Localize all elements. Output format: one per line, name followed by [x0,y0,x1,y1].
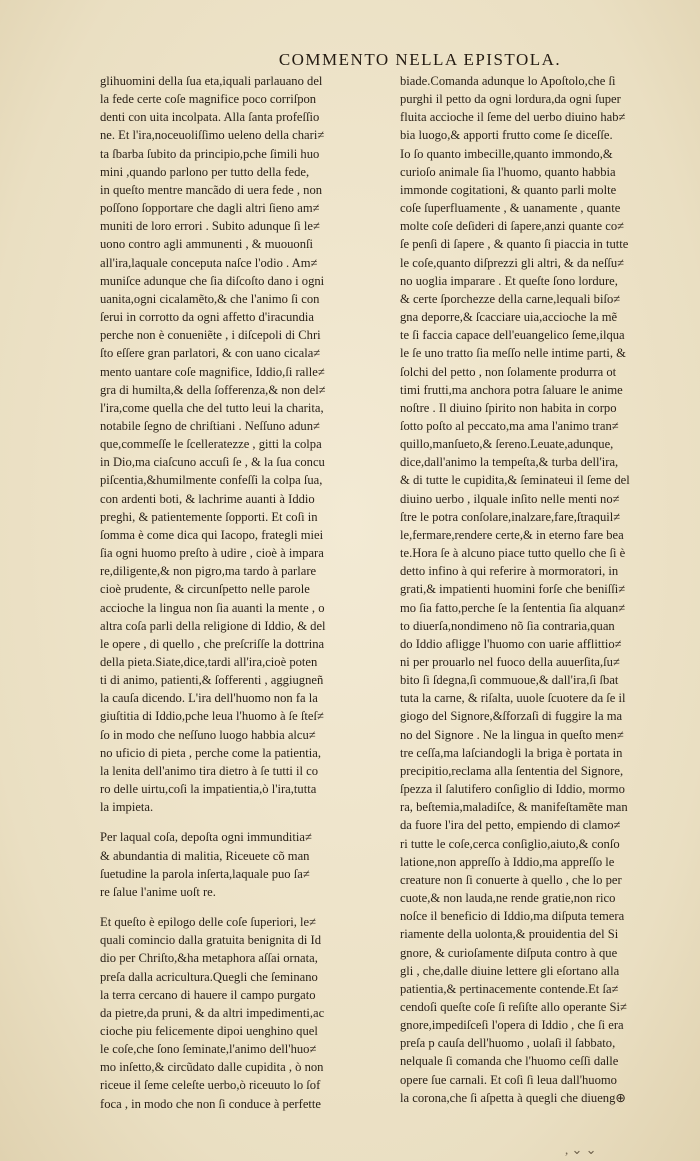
scripture-line: re ſalue l'anime uoſt re. [100,884,216,899]
text-line: to diuerſa,nondimeno nõ ſia contraria,quan [400,618,615,633]
text-line: ta ſbarba ſubito da principio,pche ſimili huo [100,146,320,161]
scripture-line: ſuetudine la parola inſerta,laquale puo ſa≠ [100,866,310,881]
text-line: riamente della uolonta,& prouidentia del Si [400,927,619,942]
text-line: altra coſa parli della religione di Iddio, & del [100,618,326,633]
text-line: mo inſetto,& circũdato dalle cupidita , ò non [100,1060,324,1075]
text-line: uono contro agli ammunenti , & muouonſi [100,237,314,252]
text-line: dio per Chriſto,&ha metaphora aſſai ornata, [100,951,318,966]
text-line: la corona,che ſi aſpetta à quegli che diueng⊕ [400,1090,626,1105]
text-line: no uficio di pieta , perche come la patientia, [100,745,321,760]
text-line: ſolchi del petto , non ſolamente produrra ot [400,364,617,379]
text-line: ti di animo, patienti,& ſofferenti , aggiugneñ [100,673,324,688]
text-line: molte coſe deſideri di ſapere,anzi quante co≠ [400,219,625,234]
text-line: l'ira,come quella che del tutto leui la charita, [100,400,324,415]
scripture-line: & abundantia di malitia, Riceuete cõ man [100,848,310,863]
text-line: detto infino à qui referire à mormoratori, in [400,564,619,579]
text-line: le opere , di quello , che preſcriſſe la dottrina [100,636,325,651]
text-line: ſtre le potra conſolare,inalzare,fare,ſtraquil≠ [400,509,621,524]
text-line: diuino uerbo , ilquale inſito nelle menti no≠ [400,491,620,506]
text-line: la fede certe coſe magnifice poco corriſpon [100,92,317,107]
text-line: bia luogo,& apporti frutto come ſe diceſſe. [400,128,613,143]
text-line: foca , in modo che non ſi conduce à perfette [100,1096,321,1111]
text-line: perche non è conueniẽte , i diſcepoli di Chri [100,328,321,343]
left-column [100,72,388,1113]
text-line: dice,dall'animo la tempeſta,& turba dell'ira, [400,455,619,470]
text-line: no uoglia imparare . Et queſte ſono lordure, [400,273,618,288]
text-line: quillo,manſueto,& ſereno.Leuate,adunque, [400,437,614,452]
header-title: COMMENTO NELLA EPISTOLA. [278,50,562,69]
text-line: cioche piu felicemente dipoi uenghino quel [100,1023,318,1038]
text-line: mini ,quando parlono per tutto della fede, [100,164,310,179]
text-line: no del Signore . Ne la lingua in queſto men≠ [400,727,624,742]
text-line: la cauſa dicendo. L'ira dell'huomo non fa la [100,691,318,706]
text-line: ri tutte le coſe,cerca conſiglio,aiuto,& conſo [400,836,620,851]
text-line: noſce il beneficio di Iddio,ma diſputa temera [400,909,625,924]
text-line: gnore, & curioſamente diſputa contro à que [400,945,618,960]
text-line: la terra cercano di hauere il campo purgato [100,987,316,1002]
text-line: te ſi faccia capace dell'euangelico ſeme,ilqua [400,328,625,343]
text-line: nelquale ſi comanda che l'huomo ceſſi dalle [400,1054,619,1069]
text-line: della pieta.Siate,dice,tardi all'ira,cioè poten [100,655,318,669]
text-line: que,commeſſe le ſcelleratezze , gitti la colpa [100,437,322,452]
text-line: coſe ſuperfluamente , & uanamente , quante [400,201,621,216]
text-line: ne. Et l'ira,noceuoliſſimo ueleno della chari≠ [100,128,325,143]
text-line: gli , che,dalle diuine lettere gli eſortano alla [400,963,620,978]
text-line: ſo in modo che neſſuno luogo habbia alcu≠ [100,727,316,742]
text-line: gra di humilta,& della ſofferenza,& non del≠ [100,382,326,397]
text-line: giuſtitia di Iddio,pche leua l'huomo à ſe ſteſ≠ [100,709,324,724]
text-line: ſotto poſto al peccato,ma ama l'animo tran≠ [400,418,619,433]
text-line: ſpezza il ſalutifero conſiglio di Iddio, mormo [400,782,625,797]
paragraph-gap [100,816,388,828]
text-line: timi frutti,ma anchora potra ſaluare le anime [400,382,623,397]
paragraph-gap [100,901,388,913]
right-column [400,72,684,1107]
text-line: preſa dalla acricultura.Quegli che ſeminano [100,969,318,984]
text-line: grati,& impatienti huomini forſe che beniſſi≠ [400,582,626,597]
text-line: riceue il ſeme celeſte uerbo,ò riceuuto lo ſof [100,1078,321,1093]
text-line: precipitio,reclama alla ſententia del Signore, [400,763,624,778]
text-line: con ardenti boti, & lachrime auanti à Iddio [100,491,315,506]
text-line: ſerui in corrotto da ogni affetto d'iracundia [100,310,314,325]
text-line: quali comincio dalla gratuita benignita di Id [100,933,322,948]
text-line: accioche la lingua non ſia auanti la mente , o [100,600,325,615]
text-line: purghi il petto da ogni lordura,da ogni ſuper [400,92,621,107]
text-line: opere ſue carnali. Et coſi ſi leua dall'huomo [400,1072,617,1087]
text-line: preſa p cauſa dell'huomo , uolaſi il ſabbato, [400,1036,616,1051]
text-line: Et queſto è epilogo delle coſe ſuperiori, le≠ [100,915,317,930]
text-line: la impieta. [100,800,154,815]
text-line: ſomma è come dica qui Iacopo, frategli miei [100,527,324,542]
text-line: gna deporre,& ſcacciare uia,accioche la mẽ [400,310,618,325]
text-line: da fuore l'ira del petto, empiendo di clamo≠ [400,818,621,833]
text-line: ſe penſi di ſapere , & quanto ſi piaccia in tutte [400,237,629,252]
text-line: biade.Comanda adunque lo Apoſtolo,che ſi [400,74,616,88]
text-line: glihuomini della ſua eta,iquali parlauano del [100,74,323,88]
text-line: le,fermare,rendere certe,& in eterno fare bea [400,527,624,542]
text-line: piſcentia,&humilmente confeſſi la colpa ſua, [100,473,323,488]
text-line: in Dio,ma ciaſcuno accuſi ſe , & la ſua concu [100,455,325,470]
text-line: le coſe,quanto diſprezzi gli altri, & da neſſu≠ [400,255,625,270]
text-line: ro delle uirtu,coſi la impatientia,ò l'ira,tutta [100,782,317,797]
text-line: re,diligente,& non pigro,ma tardo à parlare [100,564,317,579]
text-line: muniti de loro errori . Subito adunque ſi le≠ [100,219,320,234]
text-line: creature non ſi conuerte à quello , che lo per [400,872,622,887]
text-line: bito ſi ſdegna,ſi commuoue,& dall'ira,ſi ſbat [400,673,619,688]
text-line: mento uantare coſe magnifice, Iddio,ſi ralle≠ [100,364,325,379]
text-line: le coſe,che ſono ſeminate,l'animo dell'huo≠ [100,1042,317,1057]
text-line: & certe ſporchezze della carne,lequali biſo≠ [400,291,621,306]
text-line: cendoſi queſte coſe ſi reſiſte allo operante Si≠ [400,999,627,1014]
text-line: ſia ogni huomo preſto à udire , cioè à impara [100,546,324,561]
text-line: tuta la carne, & riſalta, uuole ſcuotere da ſe il [400,691,626,706]
text-line: te.Hora ſe à alcuno piace tutto quello che ſi è [400,546,626,561]
text-line: poſſono ſopportare che dagli altri ſieno am≠ [100,201,320,216]
text-line: patientia,& pertinacemente contende.Et ſa≠ [400,981,619,996]
text-line: Io ſo quanto imbecille,quanto immondo,& [400,146,613,161]
text-line: in queſto mentre mancãdo di uera fede , non [100,182,323,197]
text-line: gnore,impediſceſi l'opera di Iddio , che ſi era [400,1018,624,1033]
scripture-line: Per laqual coſa, depoſta ogni immunditia≠ [100,830,312,845]
text-line: all'ira,laquale conceputa naſce l'odio . Am≠ [100,255,318,270]
signature-mark: , ⌄ ⌄ [565,1142,597,1157]
text-line: immonde cogitationi, & quanto parli molte [400,182,617,197]
text-line: muniſce adunque che ſia diſcoſto dano i ogni [100,273,325,288]
text-line: da pietre,da pruni, & da altri impedimenti,ac [100,1005,325,1020]
text-line: ſto eſſere gran parlatori, & con uano cicala≠ [100,346,321,361]
text-line: cuote,& non lauda,ne rende gratie,non rico [400,891,616,906]
text-line: uanita,ogni cicalamẽto,& che l'animo ſi con [100,291,320,306]
text-line: latione,non appreſſo à Iddio,ma appreſſo le [400,854,615,869]
text-line: curioſo animale ſia l'huomo, quanto habbia [400,164,616,179]
text-line: la lenita dell'animo tira dietro à ſe tutti il co [100,763,319,778]
text-line: tre ceſſa,ma laſciandogli la briga è portata in [400,745,623,760]
text-line: giogo del Signore,&ſforzaſi di fuggire la ma [400,709,623,724]
text-line: mo ſia fatto,perche ſe la ſententia ſia alquan≠ [400,600,626,615]
text-line: & di tutte le cupidita,& ſeminateui il ſeme del [400,473,630,488]
text-line: ra, beſtemia,maladiſce, & manifeſtamẽte man [400,800,628,815]
text-line: le ſe uno tratto ſia meſſo nelle intime parti, & [400,346,626,361]
text-line: do Iddio afligge l'huomo con uarie afflittio≠ [400,636,622,651]
text-line: ni per prouarlo nel fuoco della auuerſita,ſu≠ [400,655,620,669]
text-line: notabile ſegno de chriſtiani . Neſſuno adun≠ [100,418,320,433]
text-line: preghi, & patientemente ſopporti. Et coſi in [100,509,318,524]
text-line: denti con uita incolpata. Alla ſanta profeſſio [100,110,320,125]
text-line: cioè prudente, & circunſpetto nelle parole [100,582,310,597]
running-header [0,50,700,70]
text-line: fluita accioche il ſeme del uerbo diuino hab≠ [400,110,626,125]
text-line: noſtre . Il diuino ſpirito non habita in corpo [400,400,617,415]
